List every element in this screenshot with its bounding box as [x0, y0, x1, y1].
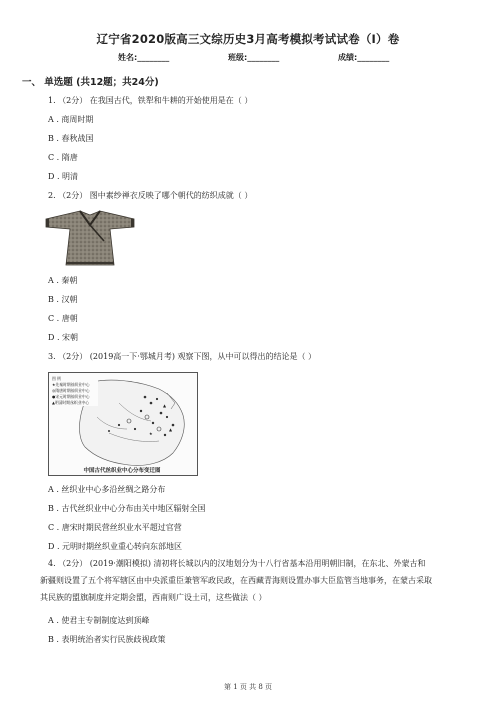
q1-option-d[interactable]: D . 明清 [48, 172, 79, 181]
q3-option-b[interactable]: B . 古代丝织业中心分布由关中地区辐射全国 [48, 504, 206, 513]
map-legend [52, 376, 98, 406]
question-2-stem: 2. （2分） 图中素纱禅衣反映了哪个朝代的纺织成就（ ） [48, 191, 253, 200]
q1-option-a[interactable]: A . 商周时期 [48, 115, 94, 124]
class-field[interactable]: 班级:________ [228, 53, 280, 62]
q2-option-a[interactable]: A . 秦朝 [48, 276, 78, 285]
q2-option-d[interactable]: D . 宋朝 [48, 333, 79, 342]
legend-title: 图 例 [52, 376, 61, 381]
score-field[interactable]: 成绩:________ [338, 53, 390, 62]
q4-line-2: 新疆则设置了五个将军辖区由中央派重臣兼管军政民政，在西藏青海则设置办事大臣监管当地事务，在蒙古采取 [40, 576, 432, 585]
svg-text:▲: ▲ [163, 403, 167, 408]
section-title: 一、 单选题 (共12题；共24分) [22, 77, 159, 88]
q2-option-b[interactable]: B . 汉朝 [48, 295, 78, 304]
name-field[interactable]: 姓名:________ [118, 53, 170, 62]
q4-option-b[interactable]: B . 表明统治者实行民族歧视政策 [48, 635, 166, 644]
page-footer: 第 1 页 共 8 页 [223, 683, 273, 691]
svg-text:▲: ▲ [169, 427, 173, 432]
q4-line-3: 其民族的盟旗制度并定期会盟，西南则广设土司，这些做法（ ） [40, 593, 267, 602]
legend-item: ▲明清时期丝织业中心 [52, 400, 90, 405]
q3-option-c[interactable]: C . 唐宋时期民营丝织业水平超过官营 [48, 523, 182, 532]
legend-item: ★先秦时期丝织业中心 [52, 382, 90, 387]
question-3-stem: 3. （2分） (2019高一下·鄂城月考) 观察下图，从中可以得出的结论是（ ） [48, 352, 317, 361]
q3-option-a[interactable]: A . 丝织业中心多沿丝绸之路分布 [48, 485, 166, 494]
plain-gauze-robe-image [44, 205, 136, 267]
q1-option-c[interactable]: C . 隋唐 [48, 153, 78, 162]
legend-item: ◎隋唐时期丝织业中心 [52, 388, 90, 393]
question-1-stem: 1. （2分） 在我国古代，铁犁和牛耕的开始使用是在（ ） [48, 96, 253, 105]
q4-line-1: 4. （2分） (2019·潮阳模拟) 清初将长城以内的汉地划分为十八行省基本沿用明朝旧制，在东北、外蒙古和 [48, 559, 426, 568]
svg-text:★: ★ [149, 431, 153, 436]
silk-industry-map [48, 372, 198, 476]
q3-option-d[interactable]: D . 元明时期丝织业重心转向东部地区 [48, 542, 183, 551]
page-title: 辽宁省2020版高三文综历史3月高考模拟考试试卷（I）卷 [96, 32, 400, 46]
map-caption: 中国古代丝织业中心分布变迁图 [83, 468, 161, 474]
q1-option-b[interactable]: B . 春秋战国 [48, 134, 94, 143]
question-4-stem [0, 555, 496, 606]
legend-item: ●宋元时期丝织业中心 [52, 394, 90, 399]
q4-option-a[interactable]: A . 使君主专制制度达到顶峰 [48, 616, 150, 625]
q2-option-c[interactable]: C . 唐朝 [48, 314, 78, 323]
